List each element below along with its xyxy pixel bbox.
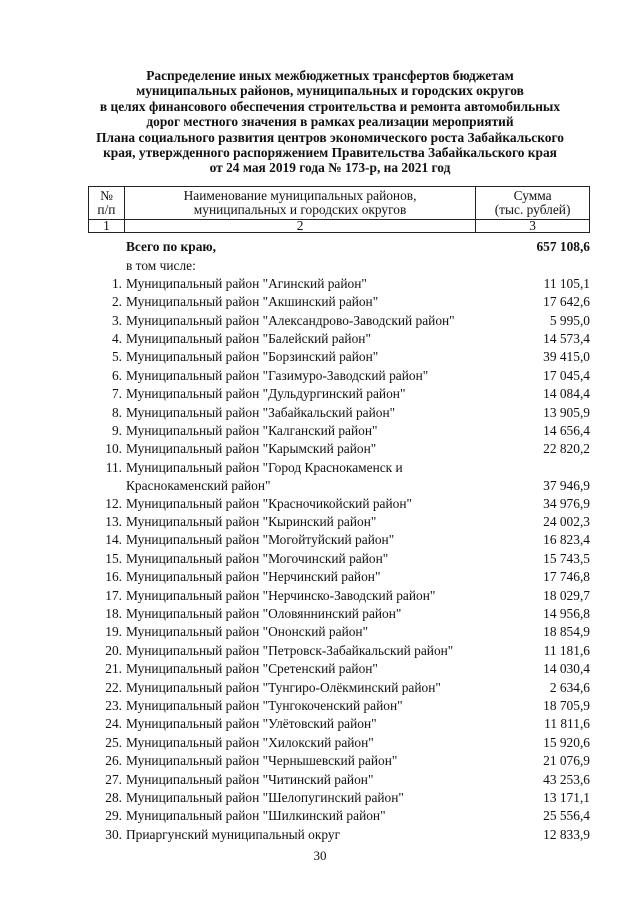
table-row: [88, 697, 590, 715]
table-row: [88, 275, 590, 293]
row-number: 19.: [105, 624, 122, 640]
table-row: [88, 771, 590, 789]
table-row: [88, 587, 590, 605]
row-sum: 13 171,1: [543, 789, 590, 805]
table-row: [88, 605, 590, 623]
header-sum-line2: (тыс. рублей): [494, 202, 571, 217]
row-number: 12.: [105, 495, 122, 511]
row-number: 8.: [111, 404, 122, 420]
row-sum: 17 045,4: [543, 367, 590, 383]
row-number: 7.: [111, 386, 122, 402]
row-sum: 14 573,4: [543, 330, 590, 346]
row-name: Муниципальный район "Шелопугинский район": [126, 789, 404, 805]
row-number: 11.: [105, 459, 122, 475]
row-sum: 24 002,3: [543, 514, 590, 530]
header-index-2: 2: [124, 220, 475, 233]
table-row: [88, 623, 590, 641]
row-name: Муниципальный район "Город Краснокаменск и Краснокаменский район": [126, 459, 403, 493]
row-name: Муниципальный район "Калганский район": [126, 422, 378, 438]
row-number: 26.: [105, 753, 122, 769]
row-number: 17.: [105, 587, 122, 603]
row-name: Муниципальный район "Тунгокоченский район": [126, 697, 403, 713]
title-line: от 24 мая 2019 года № 173-р, на 2021 год: [209, 160, 451, 176]
table-row: [88, 404, 590, 422]
title-line: Плана социального развития центров экономического роста Забайкальского: [96, 129, 564, 145]
row-sum: 13 905,9: [543, 404, 590, 420]
row-name: Муниципальный район "Газимуро-Заводский район": [126, 367, 429, 383]
title-line: муниципальных районов, муниципальных и городских округов: [136, 83, 524, 99]
row-list: [88, 275, 590, 844]
table-row: [88, 531, 590, 549]
table-row: [88, 807, 590, 825]
row-sum: 43 253,6: [543, 771, 590, 787]
row-name: Муниципальный район "Забайкальский район": [126, 404, 396, 420]
row-sum: 5 995,0: [549, 312, 590, 328]
page-number: 30: [313, 848, 327, 863]
row-number: 6.: [111, 367, 122, 383]
table-row: [88, 422, 590, 440]
title-line: в целях финансового обеспечения строительства и ремонта автомобильных: [99, 98, 561, 114]
row-number: 25.: [105, 734, 122, 750]
row-name: Муниципальный район "Акшинский район": [126, 294, 379, 310]
row-number: 3.: [111, 312, 122, 328]
row-name: Муниципальный район "Хилокский район": [126, 734, 374, 750]
total-sum: 657 108,6: [536, 239, 590, 254]
row-number: 15.: [105, 550, 122, 566]
row-number: 22.: [105, 679, 122, 695]
subtitle-label: в том числе:: [126, 258, 196, 274]
table-row: [88, 550, 590, 568]
table-row: [88, 568, 590, 586]
row-name: Муниципальный район "Балейский район": [126, 330, 371, 346]
row-sum: 14 084,4: [543, 386, 590, 402]
table-body: [88, 238, 590, 844]
header-number-line2: п/п: [97, 202, 116, 217]
row-number: 1.: [111, 275, 122, 291]
row-name: Муниципальный район "Чернышевский район": [126, 753, 398, 769]
header-name-line1: Наименование муниципальных районов,: [183, 188, 417, 203]
row-name: Муниципальный район "Кыринский район": [126, 514, 377, 530]
row-sum: 11 181,6: [543, 642, 590, 658]
table-row: [88, 734, 590, 752]
row-sum: 15 920,6: [543, 734, 590, 750]
row-name: Муниципальный район "Шилкинский район": [126, 808, 386, 824]
row-name: Муниципальный район "Могочинский район": [126, 550, 389, 566]
row-sum: 14 956,8: [543, 606, 590, 622]
row-sum: 18 854,9: [543, 624, 590, 640]
row-sum: 37 946,9: [543, 477, 590, 493]
row-sum: 18 705,9: [543, 697, 590, 713]
row-number: 13.: [105, 514, 122, 530]
row-sum: 39 415,0: [543, 349, 590, 365]
title-line: дорог местного значения в рамках реализации мероприятий: [146, 114, 514, 130]
row-name: Муниципальный район "Тунгиро-Олёкминский район": [126, 679, 441, 695]
table-row: [88, 826, 590, 844]
row-number: 18.: [105, 606, 122, 622]
table-row: [88, 459, 590, 495]
subtitle-row: [88, 256, 590, 274]
row-sum: 2 634,6: [549, 679, 590, 695]
row-sum: 16 823,4: [543, 532, 590, 548]
row-number: 23.: [105, 697, 122, 713]
row-sum: 21 076,9: [543, 753, 590, 769]
row-number: 10.: [105, 441, 122, 457]
row-number: 5.: [111, 349, 122, 365]
row-sum: 14 030,4: [543, 661, 590, 677]
row-name: Муниципальный район "Красночикойский район": [126, 495, 412, 511]
total-label: Всего по краю,: [126, 239, 216, 254]
row-sum: 15 743,5: [543, 550, 590, 566]
row-sum: 18 029,7: [543, 587, 590, 603]
table-row: [88, 385, 590, 403]
row-name: Муниципальный район "Читинский район": [126, 771, 374, 787]
table-header: [88, 186, 590, 233]
row-name: Муниципальный район "Дульдургинский район": [126, 386, 406, 402]
row-name: Муниципальный район "Карымский район": [126, 441, 377, 457]
table-row: [88, 293, 590, 311]
total-row: [88, 238, 590, 256]
header-index-1: 1: [89, 220, 125, 233]
row-sum: 11 811,6: [544, 716, 590, 732]
row-name: Муниципальный район "Сретенский район": [126, 661, 378, 677]
row-name: Муниципальный район "Улётовский район": [126, 716, 377, 732]
row-sum: 25 556,4: [543, 808, 590, 824]
row-number: 24.: [105, 716, 122, 732]
row-name: Муниципальный район "Могойтуйский район": [126, 532, 395, 548]
row-sum: 34 976,9: [543, 495, 590, 511]
header-sum-cell: [476, 187, 590, 220]
row-sum: 14 656,4: [543, 422, 590, 438]
row-name: Муниципальный район "Агинский район": [126, 275, 367, 291]
table-row: [88, 312, 590, 330]
row-name: Муниципальный район "Петровск-Забайкальский район": [126, 642, 454, 658]
row-number: 21.: [105, 661, 122, 677]
row-name: Муниципальный район "Оловяннинский район": [126, 606, 402, 622]
row-name: Муниципальный район "Александрово-Заводский район": [126, 312, 455, 328]
row-number: 29.: [105, 808, 122, 824]
table-row: [88, 789, 590, 807]
row-number: 4.: [111, 330, 122, 346]
header-sum-line1: Сумма: [513, 188, 552, 203]
table-row: [88, 495, 590, 513]
header-name-cell: [124, 187, 475, 220]
row-name: Муниципальный район "Борзинский район": [126, 349, 379, 365]
table-row: [88, 679, 590, 697]
row-sum: 17 746,8: [543, 569, 590, 585]
row-sum: 22 820,2: [543, 441, 590, 457]
row-number: 28.: [105, 789, 122, 805]
header-number-line1: №: [100, 188, 113, 203]
row-number: 2.: [111, 294, 122, 310]
row-number: 9.: [111, 422, 122, 438]
row-number: 27.: [105, 771, 122, 787]
row-sum: 11 105,1: [543, 275, 590, 291]
table-row: [88, 660, 590, 678]
header-index-3: 3: [476, 220, 590, 233]
table-row: [88, 513, 590, 531]
row-name: Муниципальный район "Нерчинский район": [126, 569, 381, 585]
table-row: [88, 348, 590, 366]
row-number: 30.: [105, 826, 122, 842]
title-line: края, утвержденного распоряжением Правительства Забайкальского края: [103, 145, 557, 161]
table-row: [88, 367, 590, 385]
row-number: 16.: [105, 569, 122, 585]
table-row: [88, 330, 590, 348]
row-name: Муниципальный район "Ононский район": [126, 624, 369, 640]
row-name: Муниципальный район "Нерчинско-Заводский район": [126, 587, 436, 603]
row-name: Приаргунский муниципальный округ: [126, 826, 341, 842]
document-title: [60, 68, 600, 176]
row-number: 20.: [105, 642, 122, 658]
table-row: [88, 752, 590, 770]
table-row: [88, 440, 590, 458]
row-sum: 12 833,9: [543, 826, 590, 842]
table-row: [88, 715, 590, 733]
row-number: 14.: [105, 532, 122, 548]
table-row: [88, 642, 590, 660]
header-number-cell: [89, 187, 125, 220]
title-line: Распределение иных межбюджетных трансфертов бюджетам: [146, 68, 514, 83]
header-name-line2: муниципальных и городских округов: [193, 202, 407, 217]
row-sum: 17 642,6: [543, 294, 590, 310]
